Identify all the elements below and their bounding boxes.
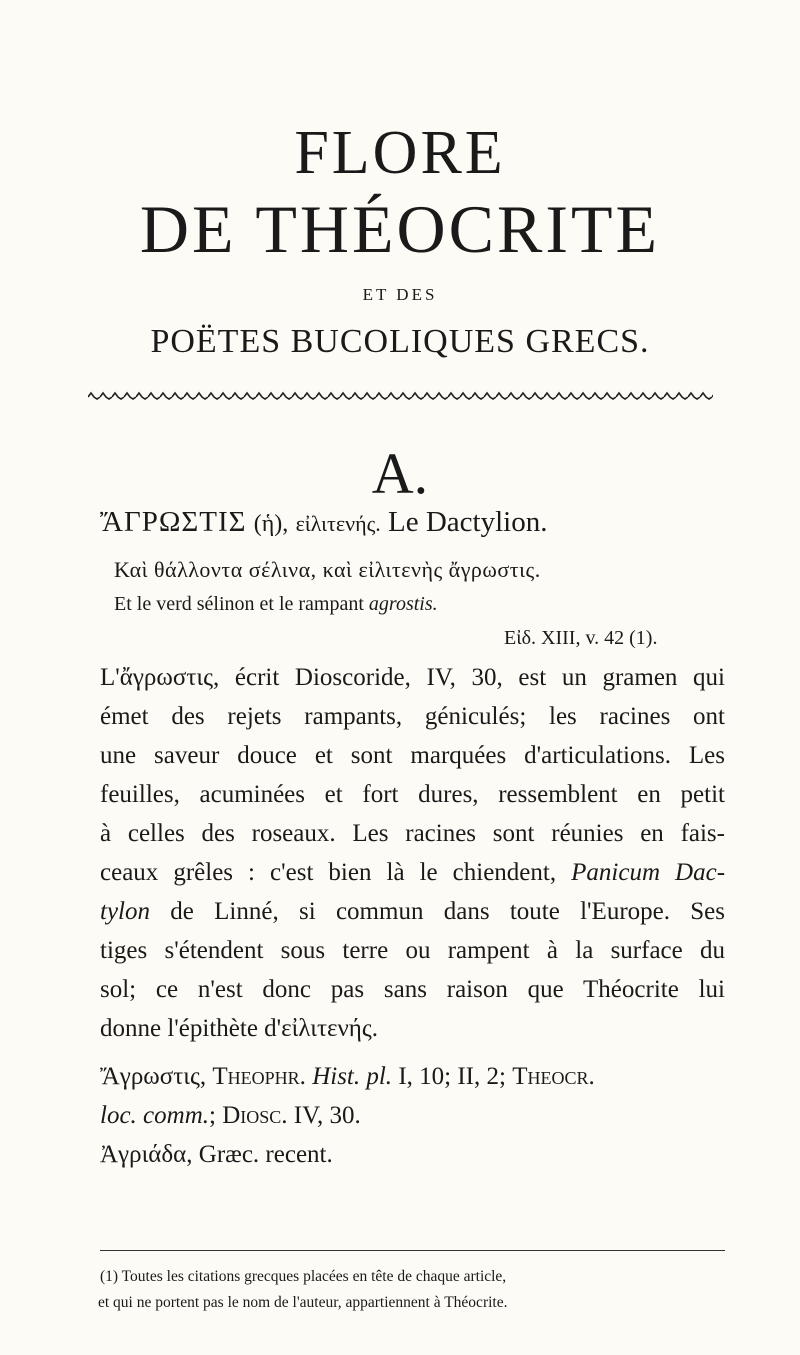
paragraph-line: sol; ce n'est donc pas sans raison que Théocrite lui <box>100 976 725 1003</box>
title-et-des: ET DES <box>362 285 438 304</box>
entry-heading <box>100 506 547 539</box>
title-poetes-bucoliques: POËTES BUCOLIQUES GRECS. <box>150 323 650 360</box>
paragraph-line: feuilles, acuminées et fort dures, ressemblent en petit <box>100 781 725 808</box>
synonym-work: loc. comm. <box>100 1102 209 1129</box>
ornamental-rule <box>88 391 713 401</box>
synonym-ref: IV, 30. <box>293 1102 361 1129</box>
entry-french-name: Le Dactylion. <box>388 506 548 538</box>
paragraph-latin-name: tylon <box>100 898 150 925</box>
verse-reference: Εἰδ. XIII, v. 42 (1). <box>504 627 658 649</box>
synonym-ref: I, 10; II, 2; <box>398 1063 506 1090</box>
paragraph-line: à celles des roseaux. Les racines sont réunies en fais- <box>100 820 725 847</box>
paragraph-line: émet des rejets rampants, géniculés; les racines ont <box>100 703 725 730</box>
paragraph-line-text: ceaux grêles : c'est bien là le chiendent, <box>100 859 557 886</box>
synonym-line <box>100 1141 333 1169</box>
paragraph-line: tiges s'étendent sous terre ou rampent à la surface du <box>100 937 725 964</box>
synonym-line <box>100 1102 361 1130</box>
paragraph-line <box>100 898 725 926</box>
french-verse-text: Et le verd sélinon et le rampant <box>114 593 364 615</box>
synonym-author: Theophr. <box>212 1063 306 1090</box>
greek-verse: Καὶ θάλλοντα σέλινα, καὶ εἰλιτενὴς ἄγρωστις. <box>114 557 541 582</box>
synonym-line <box>100 1063 595 1091</box>
synonym-author: Diosc. <box>222 1102 288 1129</box>
entry-headword: ἌΓΡΩΣΤΙΣ <box>100 506 247 538</box>
paragraph-latin-name: Panicum Dac- <box>571 859 726 886</box>
paragraph-line-text: de Linné, si commun dans toute l'Europe. Ses <box>170 898 725 925</box>
paragraph-line: L'ἄγρωστις, écrit Dioscoride, IV, 30, est un gramen qui <box>100 664 725 691</box>
synonym-greek: Ἀγριάδα, <box>100 1141 193 1168</box>
synonym-ref: Græc. recent. <box>198 1141 333 1168</box>
synonym-greek: Ἄγρωστις, <box>100 1063 207 1090</box>
footnote-line: et qui ne portent pas le nom de l'auteur, appartiennent à Théocrite. <box>98 1294 508 1311</box>
section-letter: A. <box>371 441 429 506</box>
paragraph-line: donne l'épithète d'εἰλιτενής. <box>100 1015 379 1042</box>
paragraph-line <box>100 859 725 887</box>
footnote-divider <box>100 1250 725 1251</box>
synonym-author: Theocr. <box>512 1063 595 1090</box>
synonym-separator: ; <box>209 1102 216 1129</box>
title-flore: FLORE <box>294 119 506 187</box>
title-theocrite: DE THÉOCRITE <box>139 191 661 267</box>
footnote-line: (1) Toutes les citations grecques placées en tête de chaque article, <box>100 1268 507 1285</box>
entry-epithet: εἰλιτενής. <box>295 511 381 536</box>
entry-article: (ἡ), <box>253 511 289 537</box>
french-verse <box>114 593 438 616</box>
french-verse-italic: agrostis. <box>368 593 438 615</box>
paragraph-line: une saveur douce et sont marquées d'articulations. Les <box>100 742 725 769</box>
synonym-work: Hist. pl. <box>312 1063 393 1090</box>
